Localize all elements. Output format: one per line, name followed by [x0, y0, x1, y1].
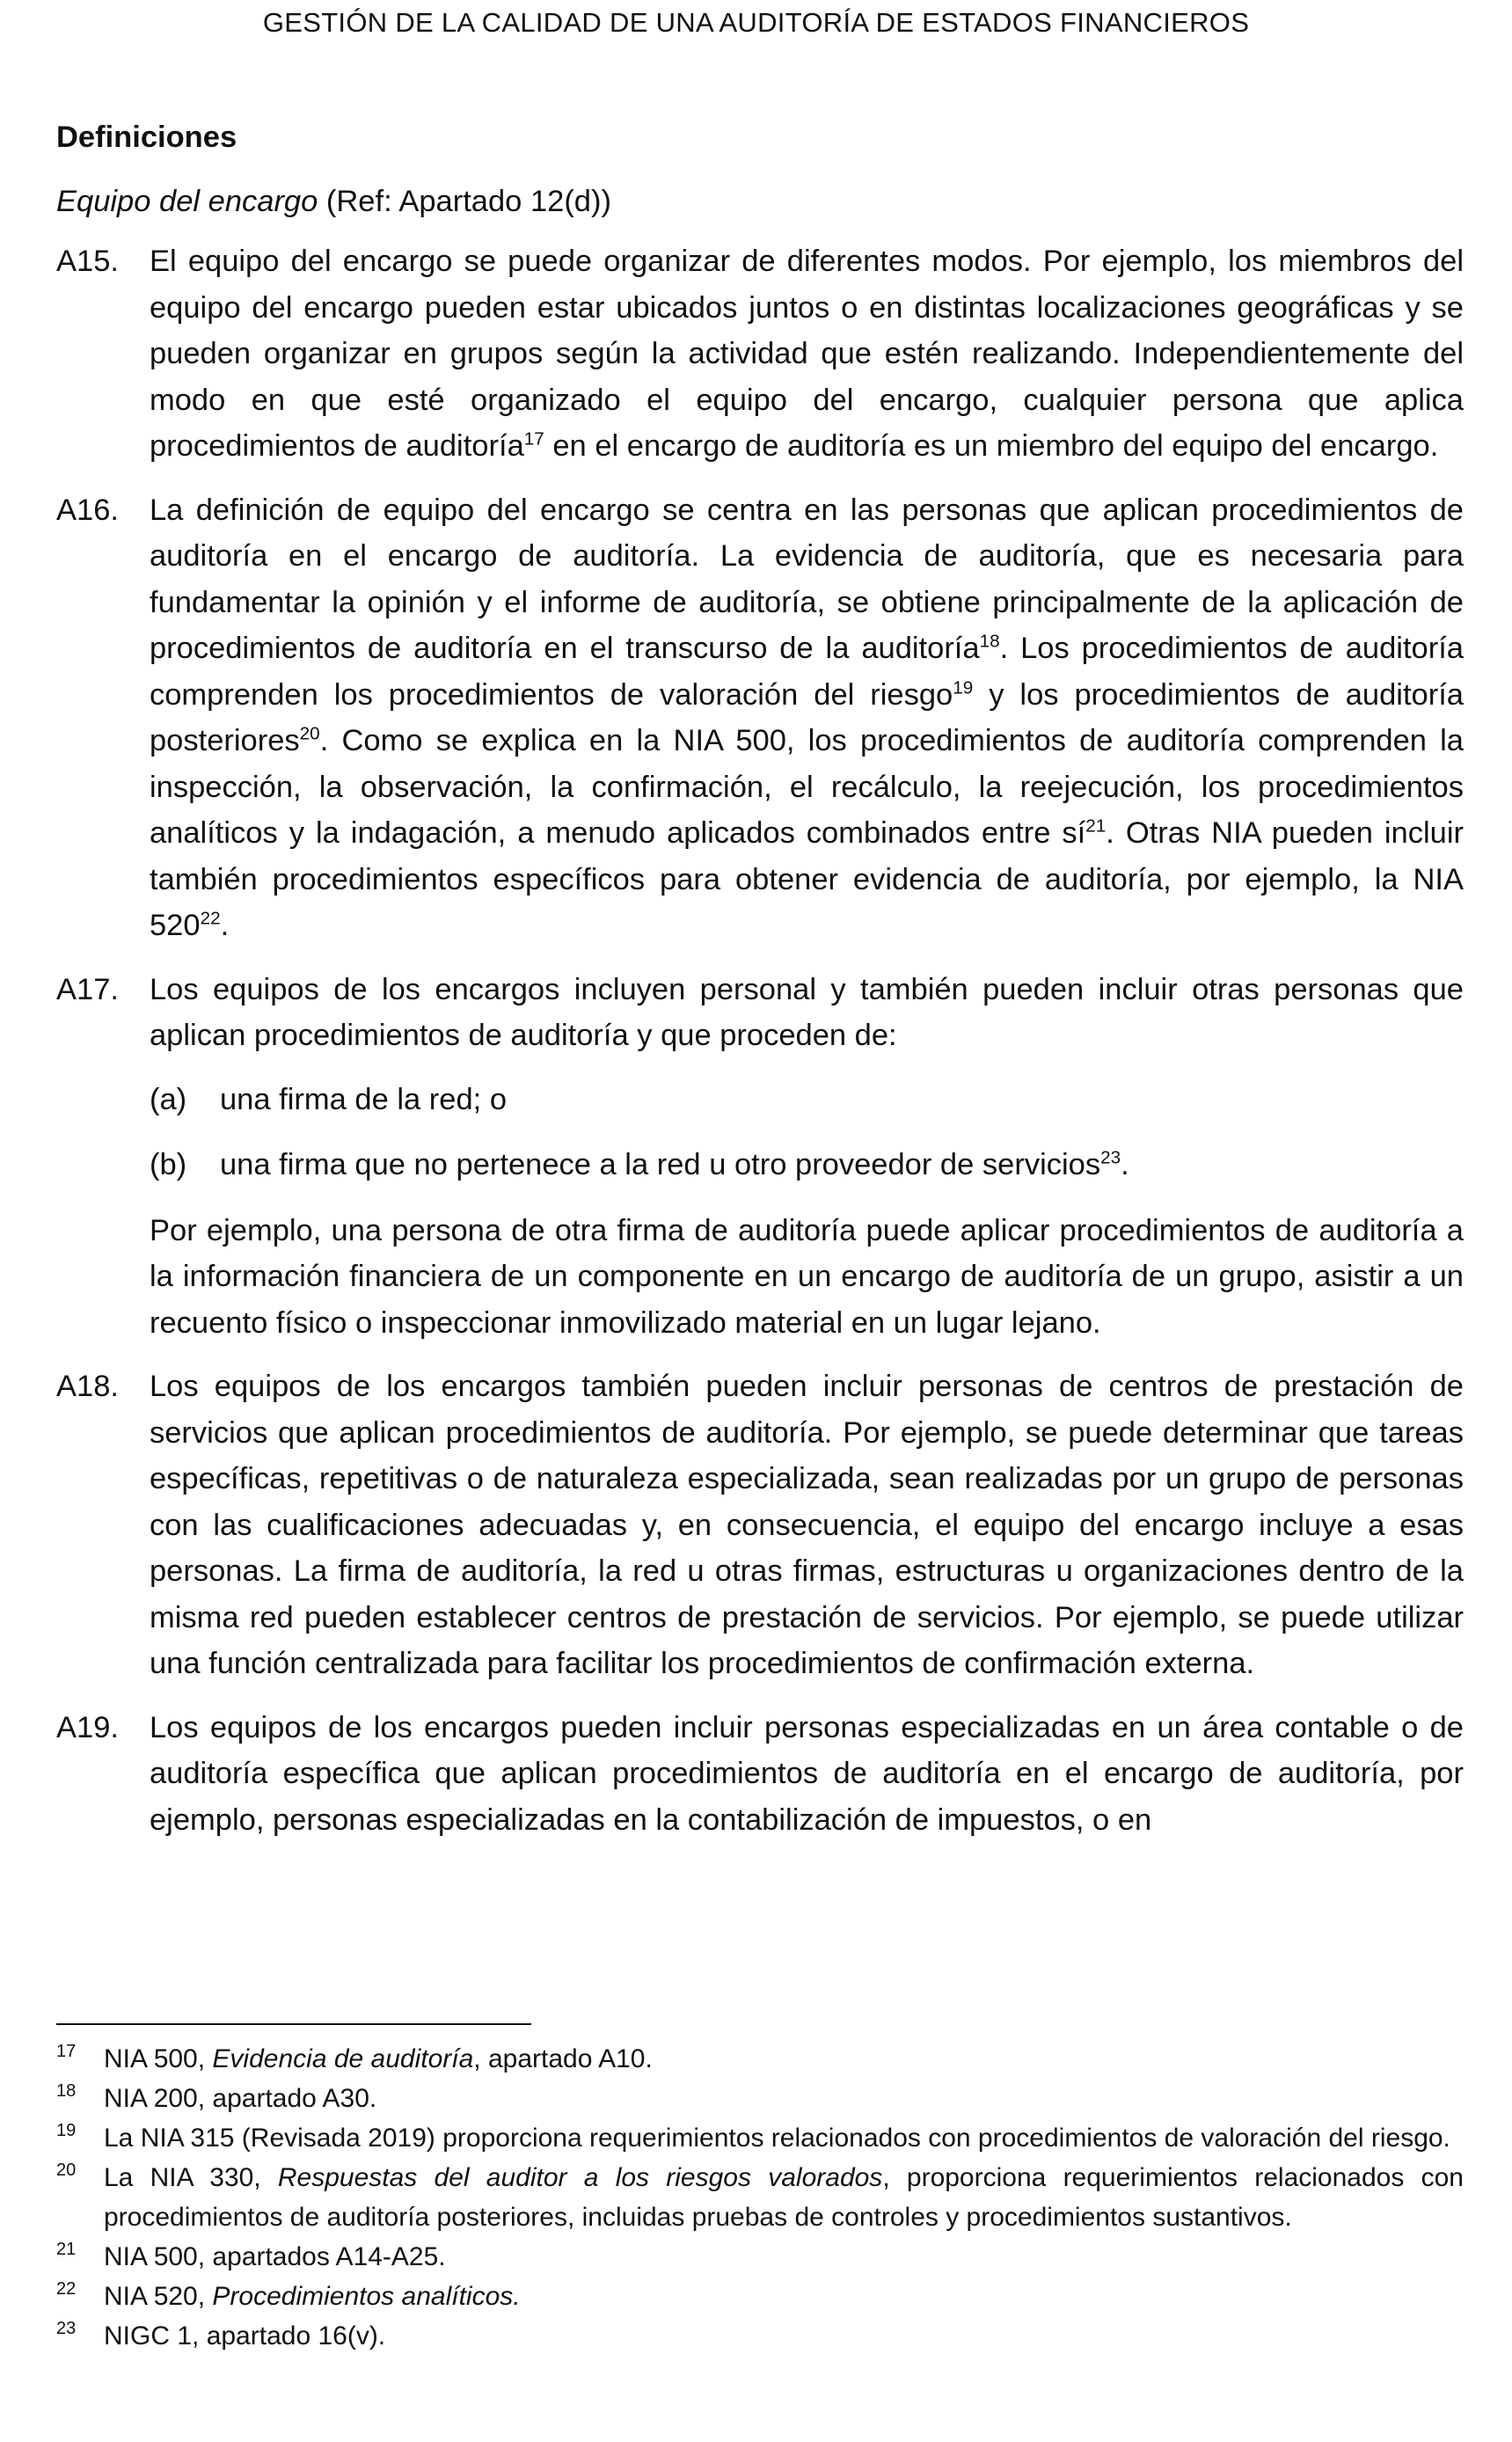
paragraph-text: Los equipos de los encargos también pueden incluir personas de centros de prestación de servicios que aplican procedimientos de auditoría. Por ejemplo, se puede determinar que tareas específicas, repetitivas o de naturaleza especializada, sean realizadas por un grupo de personas con las cualificaciones adecuadas y, en consecuencia, el equipo del encargo incluye a esas personas. La firma de auditoría, la red u otras firmas, estructuras u organizaciones dentro de la misma red pueden establecer centros de prestación de servicios. Por ejemplo, se puede utilizar una función centralizada para facilitar los procedimientos de confirmación externa.: [150, 1370, 1464, 1680]
footnote-22: [56, 2277, 1464, 2316]
paragraph-number: A15.: [56, 245, 119, 278]
subheading-reference: (Ref: Apartado 12(d)): [318, 184, 611, 218]
footnote-23: [56, 2316, 1464, 2356]
footnote-ref: 19: [953, 677, 974, 698]
paragraph-a19: [56, 1705, 1464, 1844]
footnote-title: Respuestas del auditor a los riesgos valorados: [277, 2163, 883, 2192]
footnote-18: [56, 2079, 1464, 2118]
footnote-number: 19: [56, 2121, 77, 2140]
text-run: La definición de equipo del encargo se centra en las personas que aplican procedimientos de auditoría en el encargo de auditoría. La evidencia de auditoría, que es necesaria para fundamentar la opinión y el informe de auditoría, se obtiene principalmente de la aplicación de procedimientos de auditoría en el transcurso de la auditoría: [150, 493, 1464, 665]
text-run: y los procedimientos de auditoría posteriores: [150, 677, 1464, 757]
footnote-ref: 23: [1100, 1147, 1121, 1168]
footnote-text: NIGC 1, apartado 16(v).: [104, 2321, 386, 2351]
list-item-b: [56, 1142, 1464, 1188]
list-label: (a): [150, 1082, 187, 1116]
footnote-number: 18: [56, 2081, 77, 2101]
text-run: . Otras NIA pueden incluir también procedimientos específicos para obtener evidencia de auditoría, por ejemplo, la NIA 520: [150, 816, 1464, 942]
paragraph-a17: [56, 967, 1464, 1059]
paragraph-text: Los equipos de los encargos incluyen personal y también pueden incluir otras personas que aplican procedimientos de auditoría y que proceden de:: [150, 972, 1464, 1052]
paragraph-number: A16.: [56, 493, 119, 527]
list-item-a: [56, 1077, 1464, 1123]
footnote-text: , proporciona requerimientos relacionados con procedimientos de auditoría posteriores, incluidas pruebas de controles y procedimientos sustantivos.: [104, 2163, 1464, 2232]
list-text: una firma de la red; o: [220, 1082, 508, 1116]
list-label: (b): [150, 1148, 187, 1181]
footnote-17: [56, 2039, 1464, 2079]
footnote-title: Evidencia de auditoría: [212, 2044, 474, 2073]
list-text: una firma que no pertenece a la red u otro proveedor de servicios: [220, 1148, 1101, 1181]
subheading-title: Equipo del encargo: [56, 184, 318, 218]
footnote-number: 23: [56, 2319, 77, 2338]
footnote-ref: 20: [299, 723, 320, 744]
footnote-19: [56, 2118, 1464, 2158]
paragraph-text: Los equipos de los encargos pueden incluir personas especializadas en un área contable o de auditoría específica que aplican procedimientos de auditoría en el encargo de auditoría, por ejemplo, personas especializadas en la contabilización de impuestos, o en: [150, 1710, 1464, 1837]
running-header: GESTIÓN DE LA CALIDAD DE UNA AUDITORÍA DE ESTADOS FINANCIEROS: [262, 7, 1250, 38]
text-run: . Como se explica en la NIA 500, los procedimientos de auditoría comprenden la inspección, la observación, la confirmación, el recálculo, la reejecución, los procedimientos analíticos y la indagación, a menudo aplicados combinados entre sí: [150, 724, 1464, 850]
footnote-text: NIA 200, apartado A30.: [104, 2084, 377, 2113]
footnote-number: 21: [56, 2240, 77, 2259]
footnote-21: [56, 2237, 1464, 2277]
text-run: El equipo del encargo se puede organizar de diferentes modos. Por ejemplo, los miembros del equipo del encargo pueden estar ubicados juntos o en distintas localizaciones geográficas y se pueden organizar en grupos según la actividad que estén realizando. Independientemente del modo en que esté organizado el equipo del encargo, cualquier persona que aplica procedimientos de auditoría: [150, 245, 1464, 463]
paragraph-number: A19.: [56, 1710, 119, 1744]
paragraph-number: A17.: [56, 972, 119, 1006]
footnote-number: 20: [56, 2161, 77, 2180]
footnote-20: [56, 2158, 1464, 2237]
footnote-text: La NIA 315 (Revisada 2019) proporciona requerimientos relacionados con procedimientos de valoración del riesgo.: [104, 2124, 1450, 2153]
footnote-number: 22: [56, 2279, 77, 2299]
list-text-tail: .: [1121, 1148, 1129, 1181]
footnote-text: NIA 500,: [104, 2044, 213, 2073]
footnote-text: , apartado A10.: [473, 2044, 653, 2073]
subheading: [56, 179, 1464, 225]
paragraph-text: [150, 238, 1464, 470]
footnote-ref: 18: [979, 631, 1000, 652]
paragraph-text: [150, 487, 1464, 949]
footnotes: [56, 2039, 1464, 2356]
footnote-text: La NIA 330,: [104, 2163, 278, 2192]
footnote-ref: 17: [523, 428, 544, 450]
footnote-ref: 21: [1085, 815, 1107, 837]
footnote-title: Procedimientos analíticos.: [212, 2282, 521, 2311]
footnote-text: NIA 500, apartados A14-A25.: [104, 2242, 446, 2271]
main-content: [56, 114, 1464, 1861]
footnote-ref: 22: [200, 908, 221, 929]
text-run: . Los procedimientos de auditoría comprenden los procedimientos de valoración del riesgo: [150, 632, 1464, 712]
paragraph-a18: [56, 1364, 1464, 1687]
footnote-number: 17: [56, 2042, 77, 2061]
text-run: en el encargo de auditoría es un miembro del equipo del encargo.: [544, 429, 1439, 463]
paragraph-a15: [56, 238, 1464, 470]
section-heading: Definiciones: [56, 121, 237, 154]
paragraph-number: A18.: [56, 1370, 119, 1403]
paragraph-a16: [56, 487, 1464, 949]
paragraph-a17-continuation: Por ejemplo, una persona de otra firma de auditoría puede aplicar procedimientos de auditoría a la información financiera de un componente en un encargo de auditoría de un grupo, asistir a un recuento físico o inspeccionar inmovilizado material en un lugar lejano.: [150, 1213, 1464, 1340]
footnote-separator: [56, 2023, 531, 2025]
footnote-text: NIA 520,: [104, 2282, 213, 2311]
text-run: .: [220, 909, 230, 942]
